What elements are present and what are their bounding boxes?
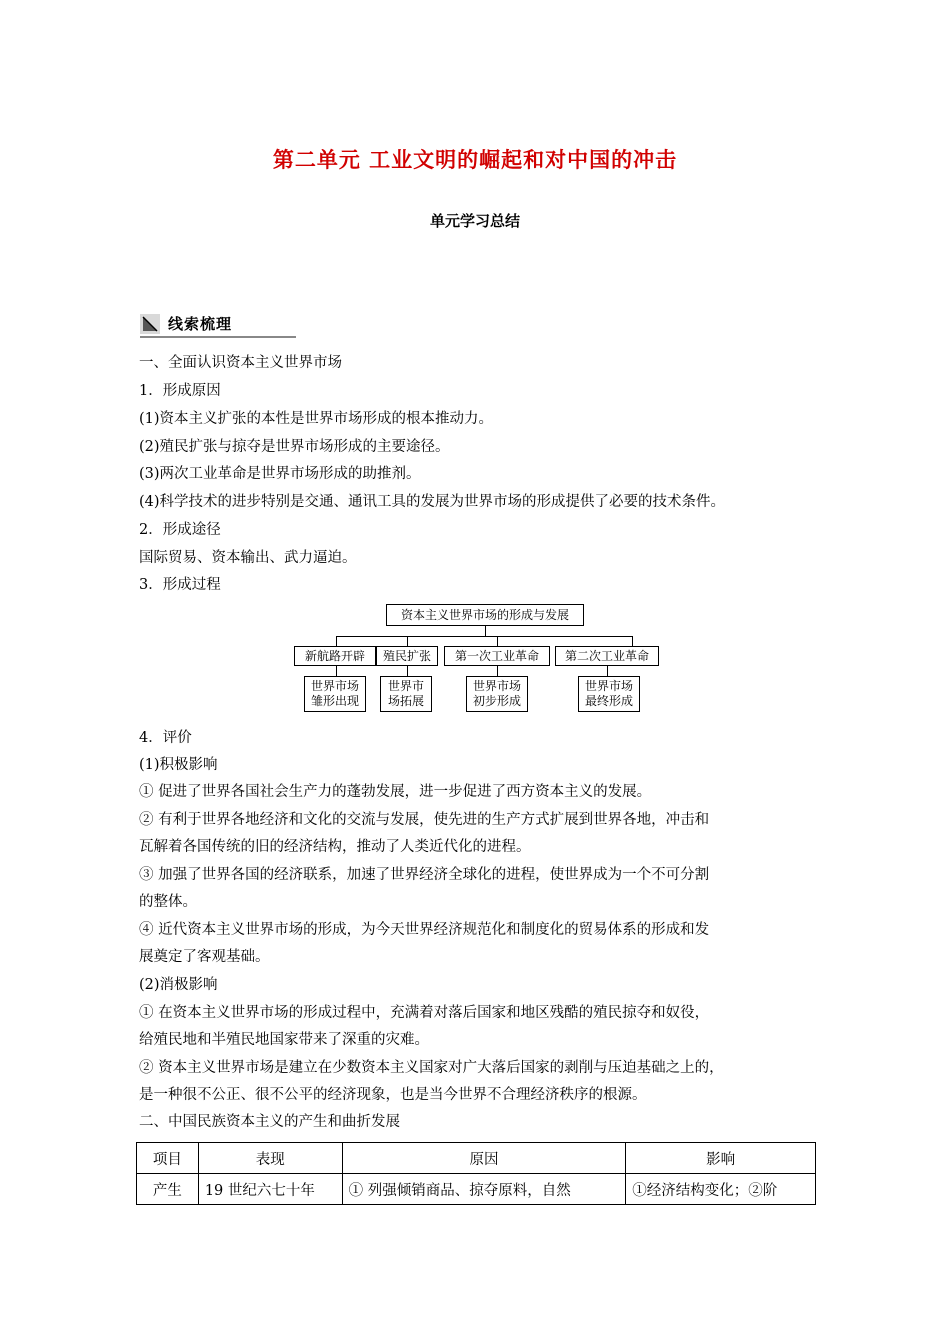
table-header-row bbox=[137, 1143, 816, 1174]
text-line: 国际贸易、资本输出、武力逼迫。 bbox=[139, 550, 357, 566]
section-divider bbox=[140, 336, 296, 338]
text-line: 是一种很不公正、很不公平的经济现象，也是当今世界不合理经济秩序的根源。 bbox=[139, 1087, 647, 1103]
text-line: (1)积极影响 bbox=[139, 757, 218, 773]
diagram-result: 世界市场 最终形成 bbox=[578, 676, 640, 712]
table-header: 原因 bbox=[342, 1143, 626, 1174]
diagram-result: 世界市 场拓展 bbox=[380, 676, 432, 712]
heading-2: 二、中国民族资本主义的产生和曲折发展 bbox=[139, 1114, 400, 1130]
text-line: (4)科学技术的进步特别是交通、通讯工具的发展为世界市场的形成提供了必要的技术条件。 bbox=[139, 494, 726, 510]
heading-1: 一、全面认识资本主义世界市场 bbox=[139, 355, 342, 371]
subheading-evaluation: 4．评价 bbox=[139, 730, 192, 746]
text-line: 给殖民地和半殖民地国家带来了深重的灾难。 bbox=[139, 1032, 429, 1048]
diagram-result: 世界市场 雏形出现 bbox=[304, 676, 366, 712]
text-line: 瓦解着各国传统的旧的经济结构，推动了人类近代化的进程。 bbox=[139, 839, 531, 855]
subheading-path: 2．形成途径 bbox=[139, 522, 221, 538]
table-cell: ①经济结构变化；②阶 bbox=[626, 1174, 816, 1205]
table-header: 表现 bbox=[198, 1143, 342, 1174]
formation-diagram bbox=[294, 604, 664, 714]
diagram-stage: 第二次工业革命 bbox=[555, 646, 659, 666]
text-line: ② 有利于世界各地经济和文化的交流与发展，使先进的生产方式扩展到世界各地，冲击和 bbox=[139, 812, 710, 828]
table-header: 项目 bbox=[137, 1143, 199, 1174]
text-line: ④ 近代资本主义世界市场的形成，为今天世界经济规范化和制度化的贸易体系的形成和发 bbox=[139, 922, 710, 938]
text-line: (3)两次工业革命是世界市场形成的助推剂。 bbox=[139, 466, 421, 482]
capitalism-table bbox=[136, 1142, 816, 1205]
text-line: 展奠定了客观基础。 bbox=[139, 949, 270, 965]
table-cell: 19 世纪六七十年 bbox=[198, 1174, 342, 1205]
diagram-stage: 新航路开辟 bbox=[294, 646, 376, 666]
table-cell: ① 列强倾销商品、掠夺原料，自然 bbox=[342, 1174, 626, 1205]
subheading-cause: 1．形成原因 bbox=[139, 383, 221, 399]
text-line: (1)资本主义扩张的本性是世界市场形成的根本推动力。 bbox=[139, 411, 494, 427]
corner-triangle-icon bbox=[140, 314, 160, 334]
table-header: 影响 bbox=[626, 1143, 816, 1174]
text-line: (2)殖民扩张与掠夺是世界市场形成的主要途径。 bbox=[139, 439, 450, 455]
section-header bbox=[140, 312, 296, 336]
text-line: ① 在资本主义世界市场的形成过程中，充满着对落后国家和地区残酷的殖民掠夺和奴役， bbox=[139, 1005, 710, 1021]
diagram-stage: 殖民扩张 bbox=[376, 646, 438, 666]
text-line: 的整体。 bbox=[139, 894, 197, 910]
text-line: (2)消极影响 bbox=[139, 977, 218, 993]
page-title: 第二单元 工业文明的崛起和对中国的冲击 bbox=[272, 148, 678, 172]
text-line: ② 资本主义世界市场是建立在少数资本主义国家对广大落后国家的剥削与压迫基础之上的， bbox=[139, 1060, 724, 1076]
text-line: ① 促进了世界各国社会生产力的蓬勃发展，进一步促进了西方资本主义的发展。 bbox=[139, 784, 652, 800]
text-line: ③ 加强了世界各国的经济联系，加速了世界经济全球化的进程，使世界成为一个不可分割 bbox=[139, 867, 710, 883]
table-cell: 产生 bbox=[137, 1174, 199, 1205]
subheading-process: 3．形成过程 bbox=[139, 577, 221, 593]
diagram-root: 资本主义世界市场的形成与发展 bbox=[386, 604, 584, 626]
page-subtitle: 单元学习总结 bbox=[429, 212, 520, 230]
diagram-stage: 第一次工业革命 bbox=[444, 646, 550, 666]
section-label: 线索梳理 bbox=[168, 315, 233, 333]
diagram-result: 世界市场 初步形成 bbox=[466, 676, 528, 712]
table-row bbox=[137, 1174, 816, 1205]
